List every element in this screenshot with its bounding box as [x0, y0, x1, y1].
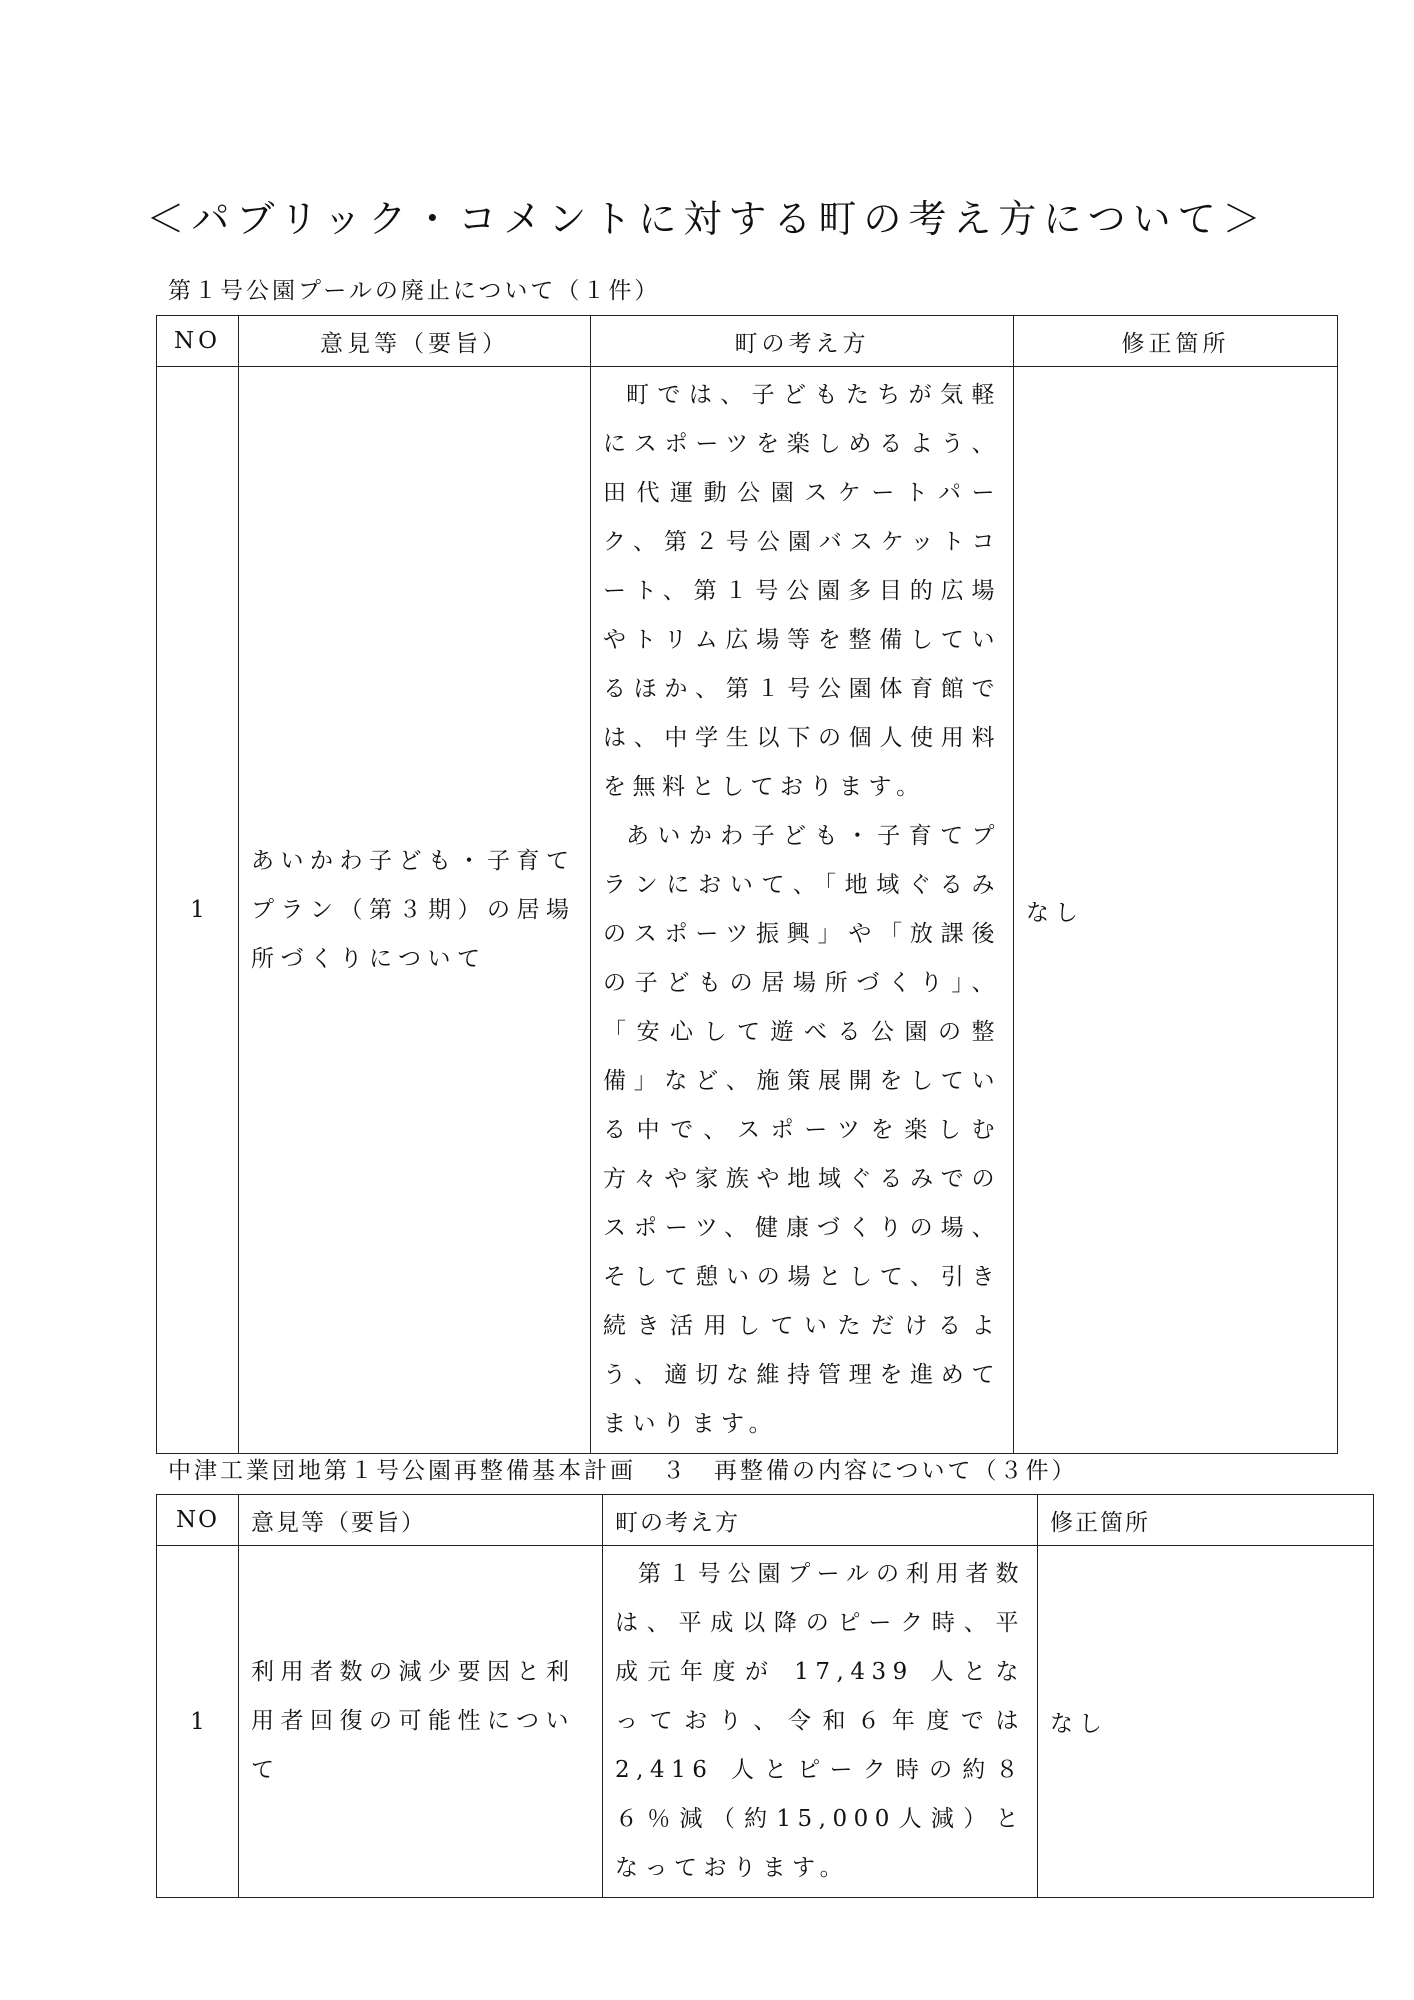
header-opinion: 意見等（要旨）: [239, 316, 591, 367]
table-header-row: [157, 1495, 1374, 1546]
row-revision: なし: [1038, 1546, 1374, 1898]
response-paragraph: 第１号公園プールの利用者数は、平成以降のピーク時、平成元年度が 17,439 人となっており、令和６年度では 2,416 人とピーク時の約８６％減（約15,000人減）となっております。: [615, 1561, 1025, 1881]
header-response: 町の考え方: [603, 1495, 1038, 1546]
row-opinion: あいかわ子ども・子育てプラン（第３期）の居場所づくりについて: [239, 367, 591, 1454]
page-title: ＜パブリック・コメントに対する町の考え方について＞: [146, 197, 1268, 241]
table-row: [157, 367, 1338, 1454]
header-revision: 修正箇所: [1038, 1495, 1374, 1546]
row-response: [591, 367, 1014, 1454]
header-response: 町の考え方: [591, 316, 1014, 367]
section-1-heading: 第１号公園プールの廃止について（１件）: [168, 278, 661, 304]
row-no: 1: [157, 367, 239, 1454]
row-opinion: 利用者数の減少要因と利用者回復の可能性について: [239, 1546, 603, 1898]
row-revision: なし: [1014, 367, 1338, 1454]
table-row: [157, 1546, 1374, 1898]
table-header-row: [157, 316, 1338, 367]
header-opinion: 意見等（要旨）: [239, 1495, 603, 1546]
row-response: [603, 1546, 1038, 1898]
header-no: NO: [157, 316, 239, 367]
section-1-table: [156, 315, 1338, 1454]
response-paragraph: あいかわ子ども・子育てプランにおいて、「地域ぐるみのスポーツ振興」や「放課後の子どもの居場所づくり」、「安心して遊べる公園の整備」など、施策展開をしている中で、スポーツを楽しむ方々や家族や地域ぐるみでのスポーツ、健康づくりの場、そして憩いの場として、引き続き活用していただけるよう、適切な維持管理を進めてまいります。: [603, 823, 1001, 1437]
header-revision: 修正箇所: [1014, 316, 1338, 367]
section-2-heading: 中津工業団地第１号公園再整備基本計画 ３ 再整備の内容について（３件）: [168, 1458, 1078, 1484]
section-2-table: [156, 1494, 1374, 1898]
response-paragraph: 町では、子どもたちが気軽にスポーツを楽しめるよう、田代運動公園スケートパーク、第２号公園バスケットコート、第１号公園多目的広場やトリム広場等を整備しているほか、第１号公園体育館では、中学生以下の個人使用料を無料としております。: [603, 382, 1001, 800]
header-no: NO: [157, 1495, 239, 1546]
row-no: 1: [157, 1546, 239, 1898]
